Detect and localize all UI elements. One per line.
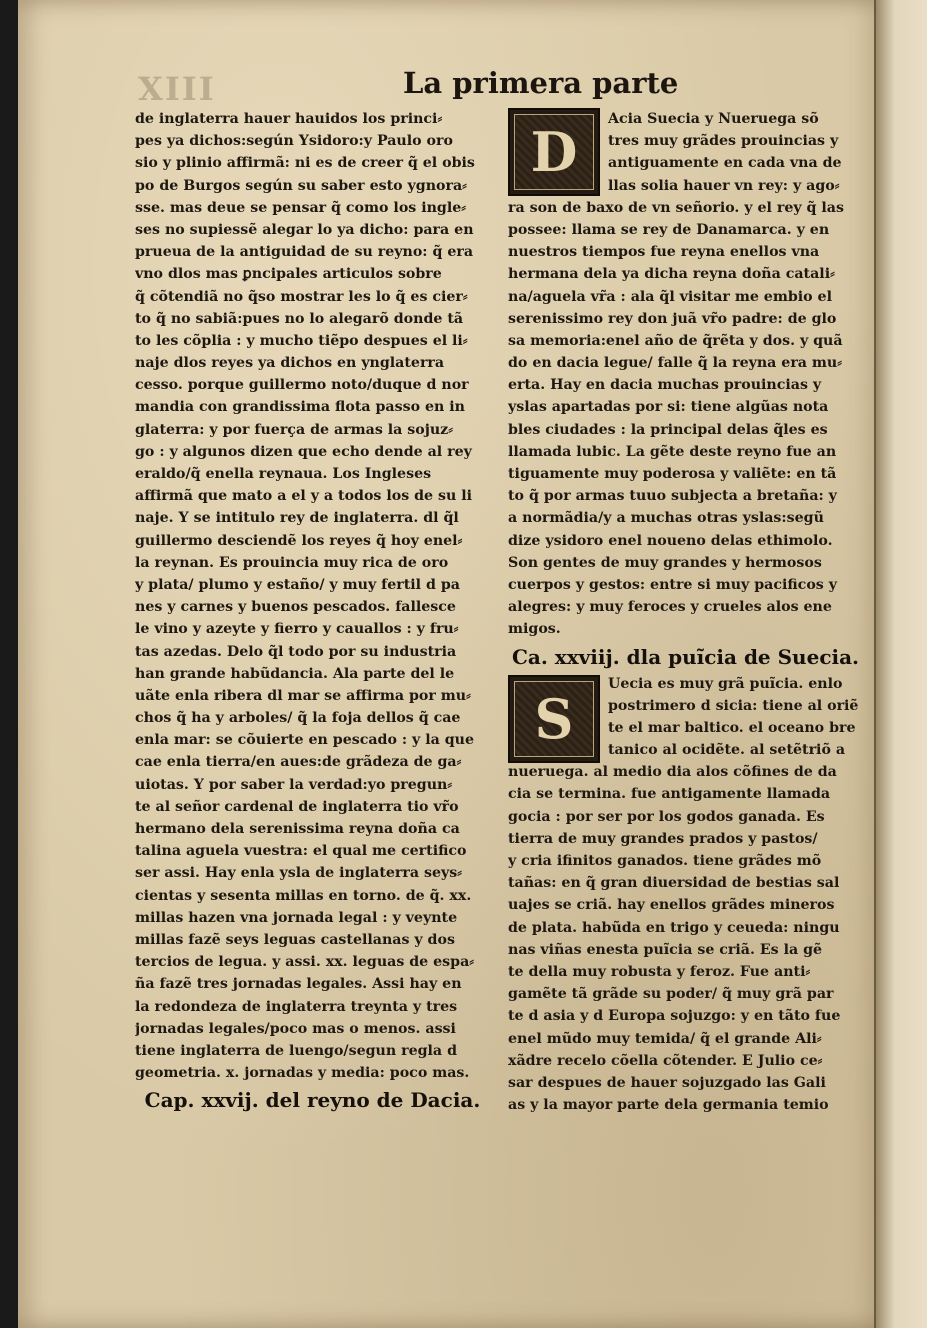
text-line: te d asia y d Europa sojuzgo: y en tãto fue [508,1008,841,1025]
text-line: la reynan. Es prouincia muy rica de oro [135,554,449,571]
text-line: tres muy grãdes prouincias y [608,133,839,150]
text-line: migos. [508,621,561,638]
initial-letter: D [530,120,578,184]
text-line: mandia con grandissima flota passo en in [135,399,465,416]
text-line: pes ya dichos:según Ysidoro:y Paulo oro [135,133,453,150]
text-line: prueua de la antiguidad de su reyno: q̃ era [135,244,474,261]
text-line: a normãdia/y a muchas otras yslas:segũ [508,510,824,527]
text-line: de plata. habũda en trigo y ceueda: ningu [508,919,840,936]
text-line: ña fazẽ tres jornadas legales. Assi hay en [135,976,462,993]
chapter-heading: Cap. xxvij. del reyno de Dacia. [144,1088,481,1113]
text-line: do en dacia legue/ falle q̃ la reyna era mu⸗ [508,355,842,372]
text-line: te al señor cardenal de inglaterra tio vr̃o [135,798,459,815]
text-line: nueruega. al medio dia alos cõfines de da [508,764,837,781]
text-line: vno dlos mas ꝑncipales articulos sobre [135,266,442,283]
text-line: po de Burgos según su saber esto ygnora⸗ [135,177,467,194]
text-line: enel mũdo muy temida/ q̃ el grande Ali⸗ [508,1030,822,1047]
text-line: dize ysidoro enel noueno delas ethimolo. [508,532,833,549]
text-line: cuerpos y gestos: entre si muy pacificos y [508,576,837,593]
text-line: llas solia hauer vn rey: y ago⸗ [608,177,840,194]
text-line: eraldo/q̃ enella reynaua. Los Ingleses [135,466,432,482]
text-line: bles ciudades : la principal delas q̃les es [508,421,828,438]
text-line: yslas apartadas por si: tiene algũas nota [508,399,829,416]
text-line: chos q̃ ha y arboles/ q̃ la foja dellos q̃ cae [135,710,461,727]
text-line: tas azedas. Delo q̃l todo por su industria [135,643,457,660]
text-line: hermana dela ya dicha reyna doña catali⸗ [508,266,835,283]
left-column [135,108,490,1116]
text-line: sa memoria:enel año de q̃rẽta y dos. y quã [508,332,843,349]
text-line: serenissimo rey don juã vr̃o padre: de glo [508,310,837,327]
running-head: La primera parte [403,66,679,100]
text-line: erta. Hay en dacia muchas prouincias y [508,377,822,394]
text-line: postrimero d sicia: tiene al oriẽ [608,697,859,714]
text-line: cesso. porque guillermo noto/duque d nor [135,377,469,394]
text-line: cientas y sesenta millas en torno. de q̃. xx. [135,887,472,904]
text-line: Uecia es muy grã puĩcia. enlo [608,675,843,692]
text-line: tercios de legua. y assi. xx. leguas de espa⸗ [135,954,475,971]
text-line: uãte enla ribera dl mar se affirma por mu⸗ [135,687,471,704]
text-line: guillermo desciendẽ los reyes q̃ hoy enel⸗ [135,532,463,549]
text-line: q̃ cõtendiã no q̃so mostrar les lo q̃ es cier⸗ [135,288,468,305]
text-line: le vino y azeyte y fierro y cauallos : y fru⸗ [135,621,459,638]
text-line: ra son de baxo de vn señorio. y el rey q̃ las [508,199,844,216]
text-line: naje dlos reyes ya dichos en ynglaterra [135,355,445,372]
text-line: sse. mas deue se pensar q̃ como los ingle⸗ [135,199,466,216]
text-line: la redondeza de inglaterra treynta y tres [135,998,458,1015]
text-line: to les cõplia : y mucho tiẽpo despues el li⸗ [135,332,468,349]
text-line: uajes se criã. hay enellos grãdes mineros [508,897,835,914]
folio-number: XIII [138,70,216,108]
text-line: talina aguela vuestra: el qual me certifico [135,843,467,860]
text-line: na/aguela vr̃a : ala q̃l visitar me embio el [508,288,832,305]
text-line: go : y algunos dizen que echo dende al rey [135,443,472,460]
text-line: xãdre recelo cõella cõtender. E Julio ce⸗ [508,1052,823,1069]
text-line: ses no supiessẽ alegar lo ya dicho: para en [135,221,474,238]
initial-letter: S [534,687,574,751]
text-line: jornadas legales/poco mas o menos. assi [135,1020,456,1037]
text-line: glaterra: y por fuerça de armas la sojuz⸗ [135,421,453,438]
text-line: y cria ifinitos ganados. tiene grãdes mõ [508,853,822,869]
text-line: antiguamente en cada vna de [608,155,842,172]
text-line: te della muy robusta y feroz. Fue anti⸗ [508,963,811,980]
text-line: sio y plinio affirmã: ni es de creer q̃ el obis [135,155,475,172]
text-line: nuestros tiempos fue reyna enellos vna [508,244,820,261]
text-line: cae enla tierra/en aues:de grãdeza de ga⸗ [135,754,462,771]
text-line: millas hazen vna jornada legal : y veynte [135,909,458,926]
text-line: tierra de muy grandes prados y pastos/ [508,830,818,847]
text-line: gamẽte tã grãde su poder/ q̃ muy grã par [508,986,834,1003]
text-line: de inglaterra hauer hauidos los princi⸗ [135,111,443,127]
text-line: uiotas. Y por saber la verdad:yo pregun⸗ [135,776,453,793]
text-line: gocia : por ser por los godos ganada. Es [508,808,825,825]
next-page-edge [874,0,927,1328]
text-line: nes y carnes y buenos pescados. fallesce [135,599,456,616]
chapter-heading: Ca. xxviij. dla puĩcia de Suecia. [511,644,860,669]
text-line: sar despues de hauer sojuzgado las Gali [508,1074,826,1091]
right-column [508,108,863,1116]
text-line: tiguamente muy poderosa y valiẽte: en tã [508,466,837,482]
right-column-text [508,108,863,1116]
text-line: millas fazẽ seys leguas castellanas y dos [135,931,455,948]
text-line: geometria. x. jornadas y media: poco mas. [135,1065,470,1082]
text-line: alegres: y muy feroces y crueles alos ene [508,599,832,616]
text-line: tañas: en q̃ gran diuersidad de bestias sal [508,875,840,892]
text-line: te el mar baltico. el oceano bre [608,719,856,736]
text-line: tanico al ocidẽte. al setẽtriõ a [608,742,846,759]
text-line: as y la mayor parte dela germania temio [508,1097,829,1114]
text-line: han grande habũdancia. Ala parte del le [135,665,455,682]
text-line: llamada lubic. La gẽte deste reyno fue an [508,443,837,460]
text-line: Acia Suecia y Nueruega sõ [608,111,819,127]
text-line: affirmã que mato a el y a todos los de su li [135,488,473,505]
text-line: possee: llama se rey de Danamarca. y en [508,221,830,238]
text-line: to q̃ no sabiã:pues no lo alegarõ donde tã [135,310,464,327]
text-line: to q̃ por armas tuuo subjecta a bretaña: y [508,488,837,505]
text-line: naje. Y se intitulo rey de inglaterra. dl q̃l [135,510,459,527]
text-line: ser assi. Hay enla ysla de inglaterra seys⸗ [135,865,462,882]
text-line: Son gentes de muy grandes y hermosos [508,554,822,571]
text-line: enla mar: se cõuierte en pescado : y la que [135,732,475,749]
text-line: tiene inglaterra de luengo/segun regla d [135,1042,457,1059]
text-line: y plata/ plumo y estaño/ y muy fertil d pa [135,576,460,593]
text-line: nas viñas enesta puĩcia se criã. Es la gẽ [508,941,823,958]
text-line: cia se termina. fue antigamente llamada [508,786,831,803]
text-line: hermano dela serenissima reyna doña ca [135,821,460,837]
